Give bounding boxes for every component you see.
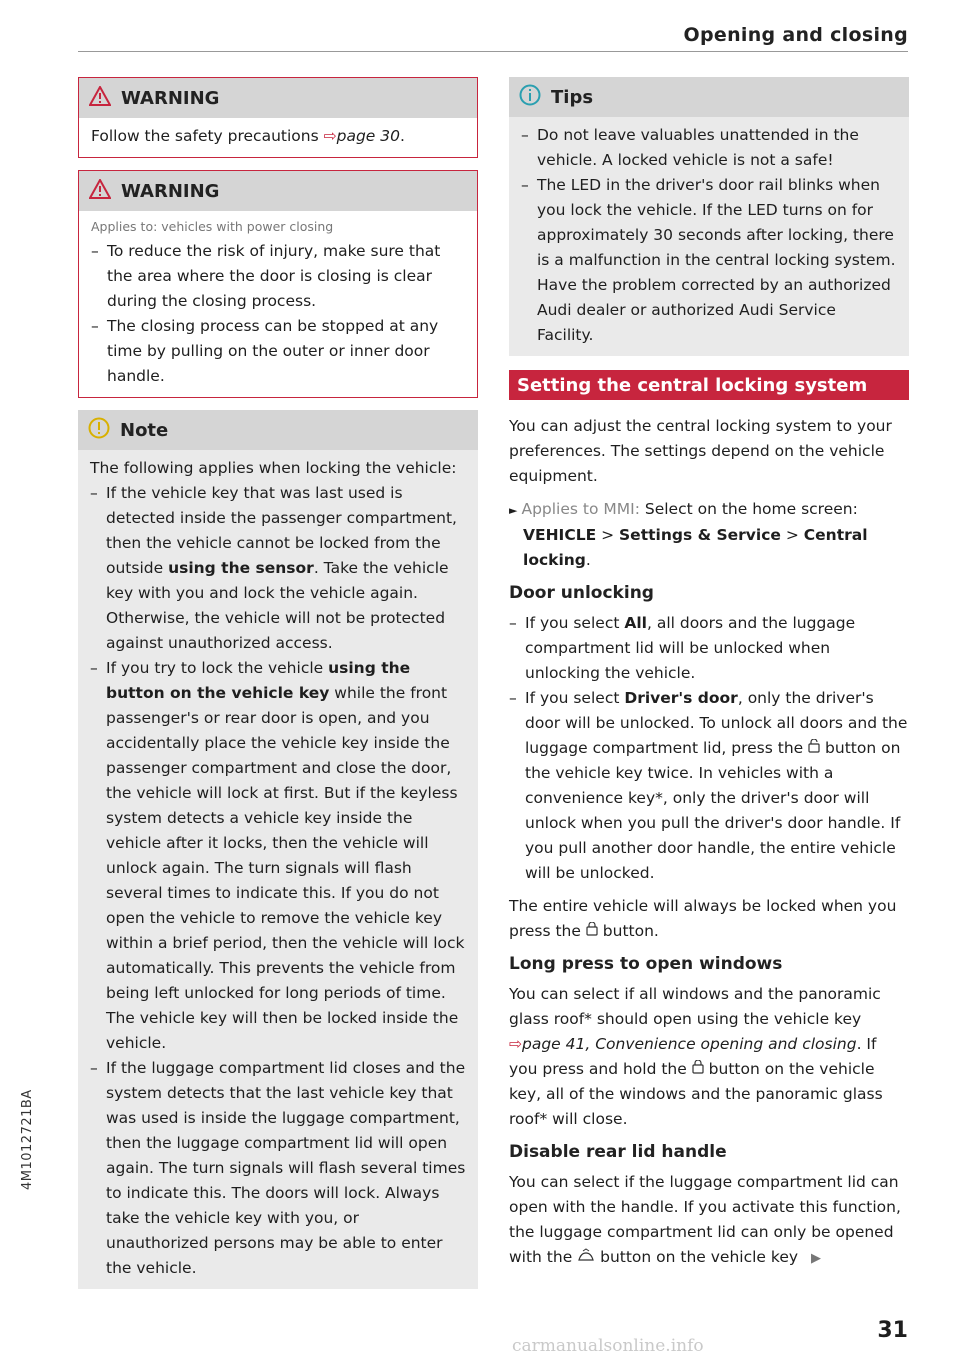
section-title: Setting the central locking system — [509, 370, 909, 400]
text: . If you press and hold the — [509, 1035, 877, 1078]
text: , only the driver's door will be unlocked. To unlock all doors and the luggage compartment lid, press the — [525, 689, 908, 757]
arrow-icon: ⇨ — [509, 1035, 522, 1053]
menu-path-vehicle: VEHICLE — [523, 526, 597, 544]
text: while the front passenger's or rear door is open, and you accidentally place the vehicle key inside the passenger compartment and close the door, the vehicle will lock at first. But if the keyless system detects a vehicle key inside the vehicle after it locks, then the vehicle will unlock again. The turn signals will flash several times to indicate this. If you do not open the vehicle to remove the vehicle key within a brief period, then the vehicle will lock automatically. This prevents the vehicle from being left unlocked for long periods of time. The vehicle key will then be locked inside the vehicle. — [106, 684, 465, 1052]
applies-to-note: Applies to: vehicles with power closing — [91, 219, 334, 234]
separator: > — [780, 526, 804, 544]
heading-long-press: Long press to open windows — [509, 954, 783, 974]
tips-box — [509, 77, 909, 356]
list-item: – To reduce the risk of injury, make sure that the area where the door is closing is clear during the closing process. — [91, 239, 465, 314]
triangle-marker-icon: ► — [509, 504, 518, 517]
door-unlocking-list — [509, 611, 909, 886]
warning-header — [79, 171, 477, 211]
continue-arrow-icon: ▶ — [810, 1251, 821, 1266]
list-item: – If the luggage compartment lid closes and the system detects that the last vehicle key that was used is inside the luggage compartment, then the luggage compartment lid will open again. The turn signals will flash several times to indicate this. The doors will lock. Always take the vehicle key with you, or unauthorized persons may be able to enter the vehicle. — [90, 1056, 466, 1281]
list-item: – The LED in the driver's door rail blinks when you lock the vehicle. If the LED turns on for approximately 30 seconds after locking, there is a malfunction in the central locking system. Have the problem corrected by an authorized Audi dealer or authorized Audi Service Facility. — [521, 173, 897, 348]
rear-lid-paragraph — [509, 1170, 909, 1271]
text: You can select if the luggage compartment lid can open with the handle. If you activate this function, the luggage compartment lid can only be opened with the — [509, 1173, 901, 1266]
text: The entire vehicle will always be locked when you press the — [509, 897, 897, 940]
note-intro: The following applies when locking the vehicle: — [90, 459, 457, 477]
lock-key-icon — [692, 1060, 704, 1078]
list-item — [90, 656, 466, 1056]
emphasis: using the button on the vehicle key — [106, 659, 411, 702]
watermark: carmanualsonline.info — [512, 1336, 704, 1356]
document-code: 4M1012721BA — [20, 1089, 35, 1190]
heading-door-unlocking: Door unlocking — [509, 583, 654, 603]
list-item: – Do not leave valuables unattended in the vehicle. A locked vehicle is not a safe! — [521, 123, 897, 173]
list-item — [509, 686, 909, 886]
heading-disable-rear-lid: Disable rear lid handle — [509, 1142, 727, 1162]
tips-header — [509, 77, 909, 117]
page-header-title: Opening and closing — [683, 24, 908, 46]
text: You can select if all windows and the panoramic glass roof* should open using the vehicle key — [509, 985, 881, 1028]
info-icon — [519, 84, 541, 111]
warning-body — [79, 211, 477, 397]
text: button. — [597, 922, 659, 940]
header-divider — [78, 51, 908, 52]
text: , all doors and the luggage compartment lid will be unlocked when unlocking the vehicle. — [525, 614, 856, 682]
option-all: All — [624, 614, 647, 632]
text: button on the vehicle key twice. In vehicles with a convenience key*, only the driver's door will unlock when you pull the driver's door handle. If you pull another door handle, the entire vehicle will be unlocked. — [525, 739, 901, 882]
warning-header — [79, 78, 477, 118]
mmi-path — [509, 497, 909, 573]
text: button on the vehicle key, all of the windows and the panoramic glass roof* will close. — [509, 1060, 883, 1128]
lock-key-icon — [586, 922, 598, 940]
text: If the vehicle key that was last used is detected inside the passenger compartment, then the vehicle cannot be locked from the outside — [106, 484, 457, 577]
note-box — [78, 410, 478, 1289]
warning-title: WARNING — [121, 87, 220, 109]
list-item — [90, 481, 466, 656]
list-item: – The closing process can be stopped at any time by pulling on the outer or inner door handle. — [91, 314, 465, 389]
text: If you try to lock the vehicle — [106, 659, 329, 677]
lock-paragraph — [509, 894, 909, 944]
text: If you select — [525, 614, 625, 632]
warning-triangle-icon — [89, 86, 111, 111]
exclamation-circle-icon — [88, 417, 110, 444]
option-drivers-door: Driver's door — [624, 689, 738, 707]
right-column — [509, 77, 909, 1279]
warning-box-power-closing — [78, 170, 478, 398]
warning-box-safety — [78, 77, 478, 158]
page-reference-link[interactable]: page 30 — [336, 127, 400, 145]
unlock-key-icon — [808, 739, 820, 757]
warning-text: Follow the safety precautions — [91, 127, 324, 145]
warning-triangle-icon — [89, 179, 111, 204]
text: . Take the vehicle key with you and lock the vehicle again. Otherwise, the vehicle will not be protected against unauthorized access. — [106, 559, 449, 652]
menu-path-settings: Settings & Service — [619, 526, 781, 544]
trunk-button-icon — [577, 1248, 595, 1266]
separator: > — [596, 526, 620, 544]
arrow-icon: ⇨ — [323, 127, 337, 145]
emphasis: using the sensor — [168, 559, 314, 577]
note-body — [78, 450, 478, 1289]
text: Select on the home screen: — [639, 500, 858, 518]
page-reference-link[interactable]: page 41, Convenience opening and closing — [522, 1035, 857, 1053]
list-item — [509, 611, 909, 686]
text: button on the vehicle key — [595, 1248, 799, 1266]
page-number: 31 — [877, 1318, 908, 1343]
menu-path-central-locking: Central locking — [523, 526, 868, 569]
left-column — [78, 77, 478, 1301]
warning-text-end: . — [399, 127, 405, 145]
warning-body — [79, 118, 477, 157]
long-press-paragraph — [509, 982, 909, 1132]
note-header — [78, 410, 478, 450]
note-title: Note — [120, 419, 169, 441]
section-intro: You can adjust the central locking system to your preferences. The settings depend on the vehicle equipment. — [509, 417, 892, 485]
applies-to-mmi: Applies to MMI: — [521, 500, 640, 518]
tips-title: Tips — [551, 86, 594, 108]
tips-body — [509, 117, 909, 356]
text: If you select — [525, 689, 625, 707]
warning-title: WARNING — [121, 180, 220, 202]
text: . — [585, 551, 591, 569]
